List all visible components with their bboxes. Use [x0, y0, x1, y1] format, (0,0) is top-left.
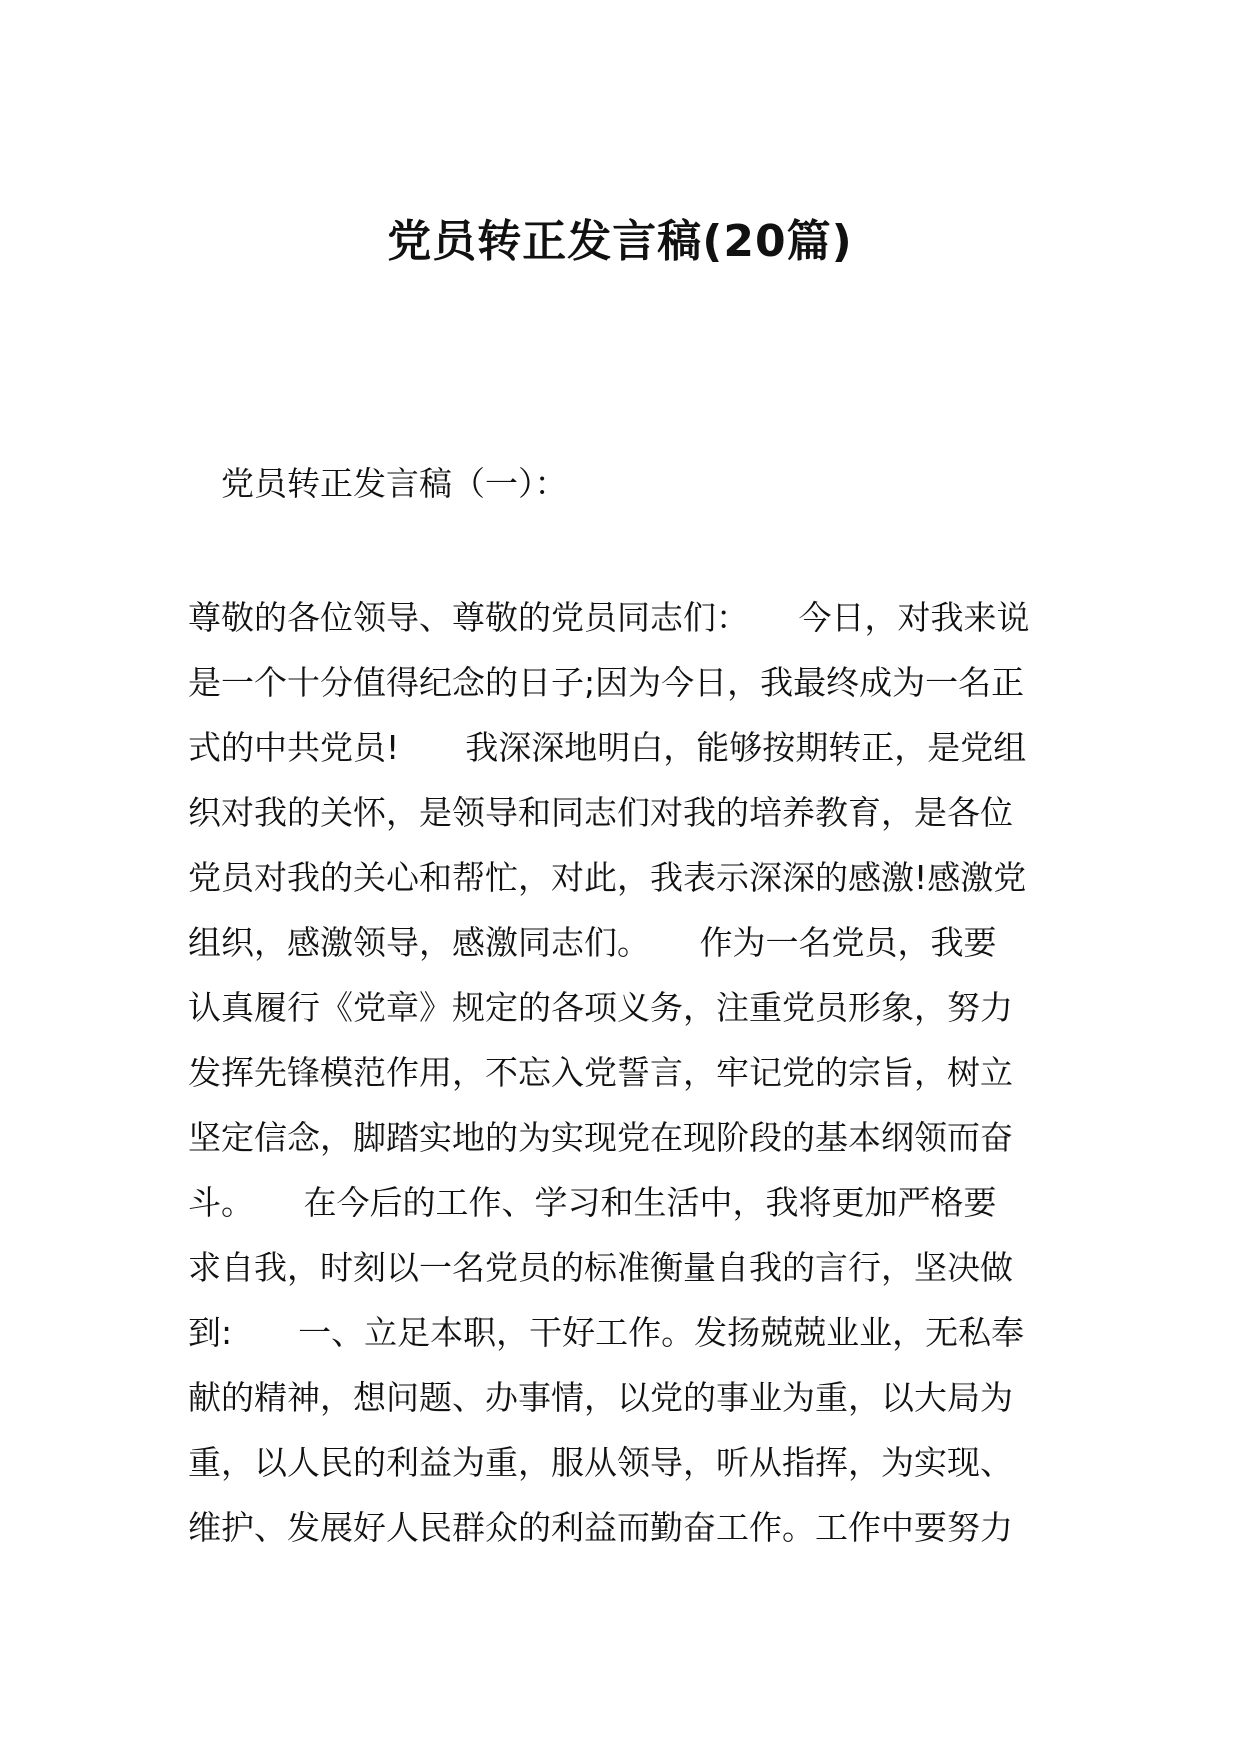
body-line: 认真履行《党章》规定的各项义务，注重党员形象，努力	[188, 988, 1013, 1027]
body-line: 求自我，时刻以一名党员的标准衡量自我的言行，坚决做	[188, 1248, 1013, 1287]
body-line: 式的中共党员! 我深深地明白，能够按期转正，是党组	[188, 728, 1027, 767]
document-title: 党员转正发言稿(20篇)	[387, 216, 853, 267]
section-heading: 党员转正发言稿（一）：	[221, 464, 568, 503]
body-line: 维护、发展好人民群众的利益而勤奋工作。工作中要努力	[188, 1508, 1013, 1547]
body-line: 织对我的关怀，是领导和同志们对我的培养教育，是各位	[188, 793, 1013, 832]
body-line: 到: 一、立足本职，干好工作。发扬兢兢业业，无私奉	[188, 1313, 1025, 1352]
body-line: 发挥先锋模范作用，不忘入党誓言，牢记党的宗旨，树立	[188, 1053, 1013, 1092]
body-line: 坚定信念，脚踏实地的为实现党在现阶段的基本纲领而奋	[188, 1118, 1013, 1157]
body-line: 献的精神，想问题、办事情，以党的事业为重，以大局为	[188, 1378, 1013, 1417]
body-line: 党员对我的关心和帮忙，对此，我表示深深的感激!感激党	[188, 858, 1027, 897]
body-line: 组织，感激领导，感激同志们。 作为一名党员，我要	[188, 923, 997, 962]
body-line: 重，以人民的利益为重，服从领导，听从指挥，为实现、	[188, 1443, 1013, 1482]
body-paragraph	[188, 593, 1068, 1568]
body-line: 斗。 在今后的工作、学习和生活中，我将更加严格要	[188, 1183, 997, 1222]
body-line: 是一个十分值得纪念的日子;因为今日，我最终成为一名正	[188, 663, 1025, 702]
body-line: 尊敬的各位领导、尊敬的党员同志们： 今日，对我来说	[188, 598, 1030, 637]
